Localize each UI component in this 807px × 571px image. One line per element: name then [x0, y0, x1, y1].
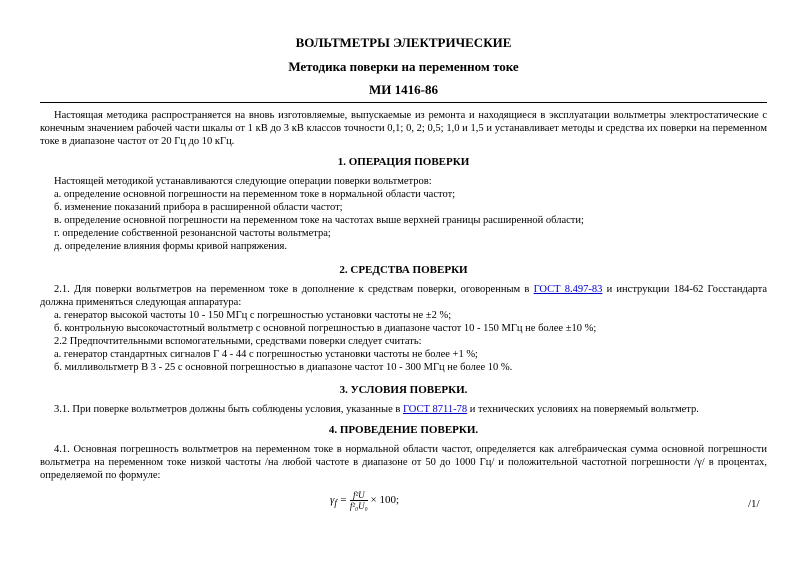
section-4-heading: 4. ПРОВЕДЕНИЕ ПОВЕРКИ.	[328, 424, 479, 436]
section-1-heading: 1. ОПЕРАЦИЯ ПОВЕРКИ	[337, 156, 470, 168]
gost-8711-link[interactable]: ГОСТ 8711-78	[402, 404, 468, 415]
section-4	[40, 424, 767, 482]
document-title: ВОЛЬТМЕТРЫ ЭЛЕКТРИЧЕСКИЕ	[295, 35, 512, 50]
section-2-paragraph	[40, 283, 767, 309]
list-item: б. изменение показаний прибора в расширенной области частот;	[54, 202, 343, 213]
section-2-text-after: и инструкции 184-62 Госстандарта должна применяться следующая аппаратура:	[40, 284, 768, 308]
section-2	[40, 264, 767, 374]
list-item: 2.2 Предпочтительными вспомогательными, средствами поверки следует считать:	[54, 336, 422, 347]
list-item: а. генератор высокой частоты 10 - 150 МГц с погрешностью установки частоты не ±2 %;	[54, 310, 452, 321]
section-1-lead: Настоящей методикой устанавливаются следующие операции поверки вольтметров:	[54, 176, 432, 187]
section-4-paragraph: 4.1. Основная погрешность вольтметров на переменном токе в нормальной области частот, определяется как алгебраическая сумма основной погрешности вольтметра на переменном токе низкой частоты /на любой частоте в диапазоне от 50 до 1000 Гц/ и положительной частотной погрешности /γ/ в процентах, определяемой по формуле:	[40, 444, 767, 481]
list-item: в. определение основной погрешности на переменном токе на частотах выше верхней границы расширенной области;	[54, 215, 584, 226]
intro-paragraph: Настоящая методика распространяется на вновь изготовляемые, выпускаемые из ремонта и находящиеся в эксплуатации вольтметры электростатические с конечным значением рабочей части шкалы от 1 кВ до 3 кВ классов точности 0,1; 0, 2; 0,5; 1,0 и 1,5 и устанавливает методы и средства их поверки на переменном токе в диапазоне частот от 20 Гц до 10 кГц.	[40, 110, 767, 147]
section-2-text-before: 2.1. Для поверки вольтметров на переменном токе в дополнение к средствам поверки, оговоренным в	[54, 284, 530, 295]
list-item: а. генератор стандартных сигналов Г 4 - 44 с погрешностью установки частоты не более +1 %;	[54, 349, 478, 360]
section-3-paragraph	[40, 403, 767, 416]
formula-lhs-sub: f	[334, 498, 337, 509]
list-item: а. определение основной погрешности на переменном токе в нормальной области частот;	[54, 189, 456, 200]
formula-denominator: f²₀U₀	[349, 501, 368, 511]
list-item: д. определение влияния формы кривой напряжения.	[54, 241, 287, 252]
formula-rhs: × 100;	[370, 494, 400, 507]
list-item: б. милливольтметр В 3 - 25 с основной погрешностью в диапазоне частот 10 - 300 МГц не более 10 %.	[54, 362, 513, 373]
formula	[330, 490, 399, 511]
document-subtitle: Методика поверки на переменном токе	[288, 59, 519, 74]
header-divider	[40, 102, 767, 103]
formula-equals: =	[339, 494, 348, 507]
section-2-heading: 2. СРЕДСТВА ПОВЕРКИ	[339, 264, 468, 276]
formula-lhs: γ	[330, 494, 335, 507]
section-3-text-before: 3.1. При поверке вольтметров должны быть соблюдены условия, указанные в	[54, 404, 401, 415]
section-3-heading: 3. УСЛОВИЯ ПОВЕРКИ.	[339, 384, 468, 396]
intro-block	[40, 109, 767, 148]
formula-number: /1/	[748, 498, 760, 510]
list-item: б. контрольную высокочастотный вольтметр с основной погрешностью в диапазоне частот 10 - 150 МГц не более ±10 %;	[54, 323, 597, 334]
section-3-text-after: и технических условиях на поверяемый вольтметр.	[469, 404, 699, 415]
section-3	[40, 384, 767, 416]
list-item: г. определение собственной резонансной частоты вольтметра;	[54, 228, 331, 239]
formula-numerator: f²U	[350, 490, 368, 501]
gost-8497-link[interactable]: ГОСТ 8.497-83	[533, 284, 603, 295]
formula-fraction	[350, 490, 368, 511]
document-code: МИ 1416-86	[369, 82, 438, 97]
section-1	[40, 156, 767, 253]
